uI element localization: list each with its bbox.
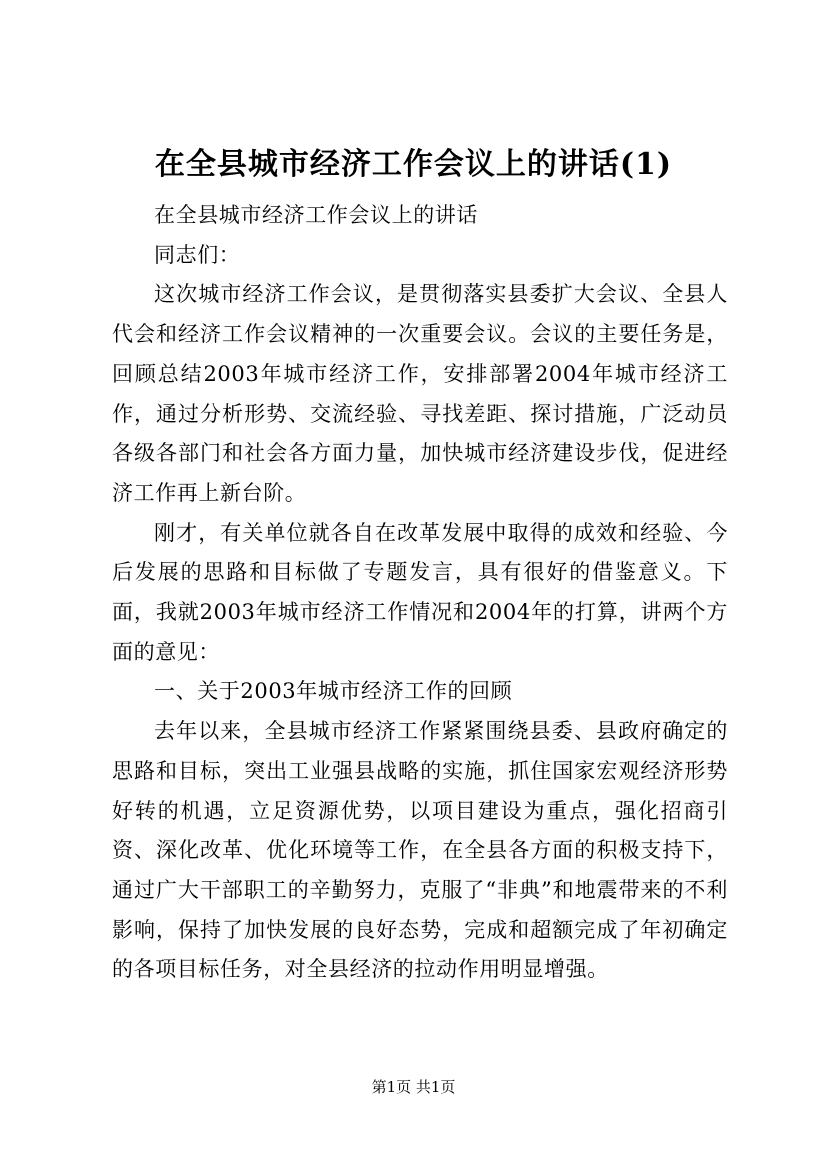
document-title: 在全县城市经济工作会议上的讲话(1)	[154, 147, 673, 182]
paragraph-subtitle: 在全县城市经济工作会议上的讲话	[154, 203, 478, 227]
paragraph-meeting-purpose: 这次城市经济工作会议，是贯彻落实县委扩大会议、全县人代会和经济工作会议精神的一次重要会议。会议的主要任务是，回顾总结2003年城市经济工作，安排部署2004年城市经济工作，通过分析形势、交流经验、寻找差距、探讨措施，广泛动员各级各部门和社会各方面力量，加快城市经济建设步伐，促进经济工作再上新台阶。	[112, 282, 728, 505]
section-heading-review: 一、关于2003年城市经济工作的回顾	[154, 679, 513, 704]
document-body	[112, 196, 728, 990]
page-footer: 第1页 共1页	[371, 1078, 456, 1096]
paragraph-review: 去年以来，全县城市经济工作紧紧围绕县委、县政府确定的思路和目标，突出工业强县战略的实施，抓住国家宏观经济形势好转的机遇，立足资源优势，以项目建设为重点，强化招商引资、深化改革、优化环境等工作，在全县各方面的积极支持下，通过广大干部职工的辛勤努力，克服了“非典”和地震带来的不利影响，保持了加快发展的良好态势，完成和超额完成了年初确定的各项目标任务，对全县经济的拉动作用明显增强。	[112, 719, 728, 982]
paragraph-introduction: 刚才，有关单位就各自在改革发展中取得的成效和经验、今后发展的思路和目标做了专题发言，具有很好的借鉴意义。下面，我就2003年城市经济工作情况和2004年的打算，讲两个方面的意见：	[112, 520, 728, 664]
paragraph-salutation: 同志们：	[154, 242, 241, 267]
